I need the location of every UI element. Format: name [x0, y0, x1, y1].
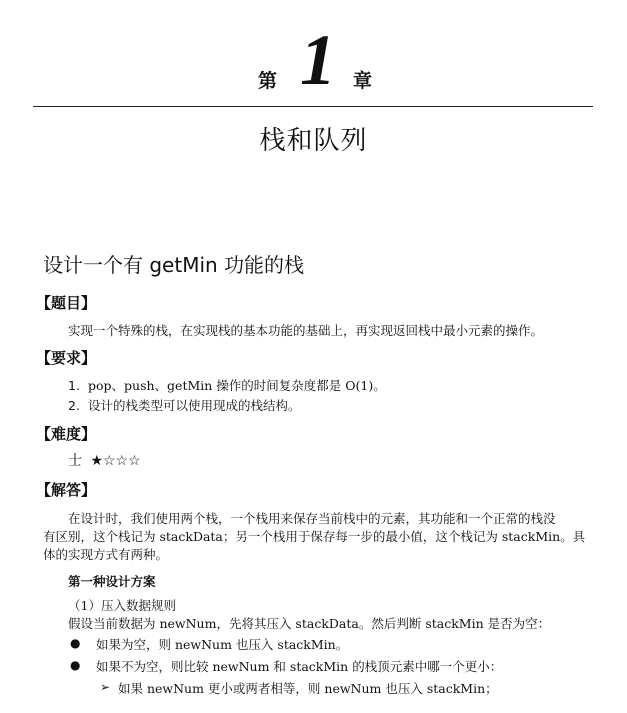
- requirement-text: pop、push、getMin 操作的时间复杂度都是 O(1)。: [88, 378, 386, 393]
- arrow-bullet-icon: ➢: [100, 680, 111, 694]
- bullet-dot-icon: ●: [70, 658, 81, 672]
- rule-intro: 假设当前数据为 newNum，先将其压入 stackData。然后判断 stackMin 是否为空：: [68, 616, 551, 631]
- bullet-dot-icon: ●: [70, 636, 81, 650]
- problem-label: 【题目】: [36, 294, 97, 312]
- bullet-item-2: 如果不为空，则比较 newNum 和 stackMin 的栈顶元素中哪一个更小：: [96, 659, 503, 674]
- chapter-title: 栈和队列: [259, 126, 368, 156]
- chapter-suffix: 章: [353, 70, 373, 92]
- bullet-item-1: 如果为空，则 newNum 也压入 stackMin。: [96, 637, 349, 652]
- requirements-label: 【要求】: [36, 349, 97, 367]
- difficulty-stars: ★☆☆☆: [90, 453, 141, 469]
- rule-title: （1）压入数据规则: [68, 598, 176, 613]
- requirement-number: 2.: [68, 398, 80, 413]
- scheme-title: 第一种设计方案: [68, 574, 156, 589]
- chapter-number: 1: [300, 20, 336, 100]
- sub-bullet-item: 如果 newNum 更小或两者相等，则 newNum 也压入 stackMin；: [118, 681, 498, 696]
- answer-label: 【解答】: [36, 481, 97, 499]
- requirement-number: 1.: [68, 378, 80, 393]
- chapter-prefix: 第: [258, 70, 278, 92]
- requirement-item-2: [68, 397, 301, 414]
- difficulty-rating: [68, 453, 141, 470]
- problem-text: 实现一个特殊的栈，在实现栈的基本功能的基础上，再实现返回栈中最小元素的操作。: [68, 323, 544, 338]
- chapter-heading: [0, 22, 627, 100]
- chapter-divider: [33, 106, 593, 107]
- section-title: 设计一个有 getMin 功能的栈: [43, 253, 305, 277]
- answer-line-2: 有区别，这个栈记为 stackData；另一个栈用于保存每一步的最小值，这个栈记为 stackMin。具: [43, 529, 586, 544]
- requirement-item-1: [68, 377, 386, 394]
- requirement-text: 设计的栈类型可以使用现成的栈结构。: [88, 398, 301, 413]
- answer-line-1: 在设计时，我们使用两个栈，一个栈用来保存当前栈中的元素，其功能和一个正常的栈没: [68, 511, 556, 526]
- difficulty-label: 【难度】: [36, 425, 97, 443]
- answer-line-3: 体的实现方式有两种。: [43, 547, 169, 562]
- difficulty-level: 士: [68, 453, 82, 469]
